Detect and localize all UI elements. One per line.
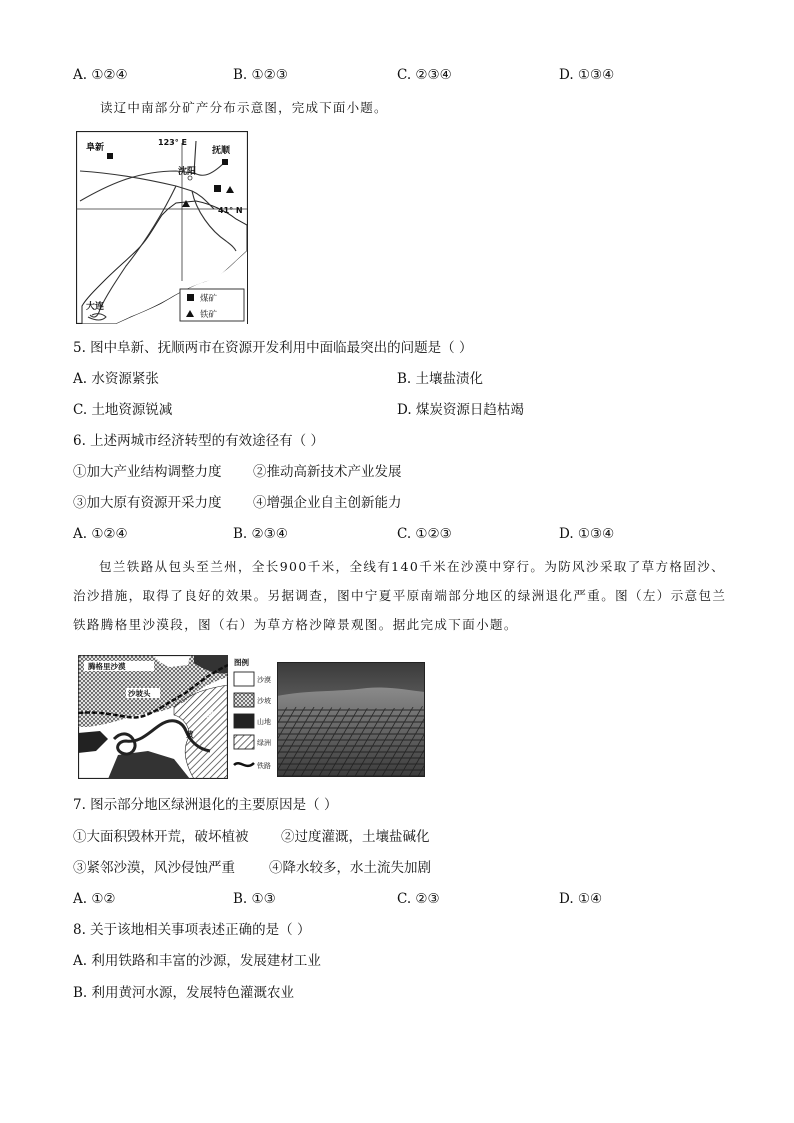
q6-option-b[interactable]: B. ②③④ [233,526,288,542]
q7-option-a[interactable]: A. ①② [73,891,116,907]
option-d[interactable]: D. ①③④ [559,67,615,83]
option-c[interactable]: C. ②③④ [397,67,452,83]
q7-option-b[interactable]: B. ①③ [233,891,276,907]
lon-label: 123° E [158,138,187,147]
mineral-map [76,131,248,328]
river-label-he: 河 [206,710,214,719]
legend-slope-swatch [234,693,254,707]
q8-stem: 8. 关于该地相关事项表述正确的是（ ） [73,922,311,938]
q5-option-b[interactable]: B. 土壤盐渍化 [397,371,484,387]
coal-symbol-fuxin [107,153,113,159]
q5-option-c[interactable]: C. 土地资源锐减 [73,402,173,418]
city-fuxin: 阜新 [86,143,105,153]
q7-stem: 7. 图示部分地区绿洲退化的主要原因是（ ） [73,797,338,813]
q5-option-a[interactable]: A. 水资源紧张 [73,371,159,387]
q6-statement-4: ④增强企业自主创新能力 [253,495,402,511]
legend-mountain-label: 山地 [257,718,271,726]
option-a[interactable]: A. ①②④ [73,67,128,83]
legend-railway-swatch [234,763,254,766]
tengger-legend [232,655,276,783]
coal-symbol-south [214,185,221,192]
legend-oasis-label: 绿洲 [257,739,271,747]
legend-coal-symbol [187,294,194,301]
straw-checkerboard-photo [277,662,425,781]
q8-option-b[interactable]: B. 利用黄河水源，发展特色灌溉农业 [73,985,295,1001]
q7-option-d[interactable]: D. ①④ [559,891,603,907]
river-label-huang: 黄 [186,730,194,739]
passage-baolan-railway: 包兰铁路从包头至兰州，全长900千米，全线有140千米在沙漠中穿行。为防风沙采取了草方格固沙、治沙措施，取得了良好的效果。另据调查，图中宁夏平原南端部分地区的绿洲退化严重。图（左）示意包兰铁路腾格里沙漠段，图（右）为草方格沙障景观图。据此完成下面小题。 [73,559,727,632]
legend-title: 图例 [234,658,249,667]
photo-svg [277,662,425,777]
city-dalian: 大连 [86,302,105,312]
option-b[interactable]: B. ①②③ [233,67,288,83]
q6-option-c[interactable]: C. ①②③ [397,526,452,542]
q5-stem: 5. 图中阜新、抚顺两市在资源开发利用中面临最突出的问题是（ ） [73,340,473,356]
q7-option-c[interactable]: C. ②③ [397,891,440,907]
q7-statement-4: ④降水较多，水土流失加剧 [269,860,431,876]
legend-oasis-swatch [234,735,254,749]
tengger-legend-svg [232,655,276,779]
place-shapotou: 沙坡头 [128,689,151,698]
lat-label: 41° N [218,206,243,215]
desert-label: 腾格里沙漠 [88,662,126,671]
legend-mountain-swatch [234,714,254,728]
legend-sand-label: 沙漠 [257,676,271,684]
legend-iron-label: 铁矿 [200,310,218,320]
tengger-map [78,655,228,783]
q6-option-a[interactable]: A. ①②④ [73,526,128,542]
mineral-map-svg [76,131,248,324]
q7-statement-3: ③紧邻沙漠，风沙侵蚀严重 [73,860,235,876]
q8-option-a[interactable]: A. 利用铁路和丰富的沙源，发展建材工业 [73,953,321,969]
legend-railway-label: 铁路 [257,762,271,770]
q7-statement-1: ①大面积毁林开荒，破坏植被 [73,829,249,845]
q7-statement-2: ②过度灌溉，土壤盐碱化 [281,829,430,845]
q5-option-d[interactable]: D. 煤炭资源日趋枯竭 [397,402,524,418]
q6-statement-1: ①加大产业结构调整力度 [73,464,222,480]
legend-sand-swatch [234,672,254,686]
city-shenyang: 沈阳 [178,167,197,177]
q6-statement-3: ③加大原有资源开采力度 [73,495,222,511]
q6-stem: 6. 上述两城市经济转型的有效途径有（ ） [73,433,324,449]
tengger-map-svg [78,655,228,779]
legend-coal-label: 煤矿 [200,294,218,304]
legend-slope-label: 沙坡 [257,697,271,705]
photo-straw-grid [277,706,425,777]
city-fushun: 抚顺 [212,146,231,156]
q6-statement-2: ②推动高新技术产业发展 [253,464,402,480]
intro-text-1: 读辽中南部分矿产分布示意图，完成下面小题。 [100,100,388,115]
coal-symbol-fushun [222,159,228,165]
q6-option-d[interactable]: D. ①③④ [559,526,615,542]
